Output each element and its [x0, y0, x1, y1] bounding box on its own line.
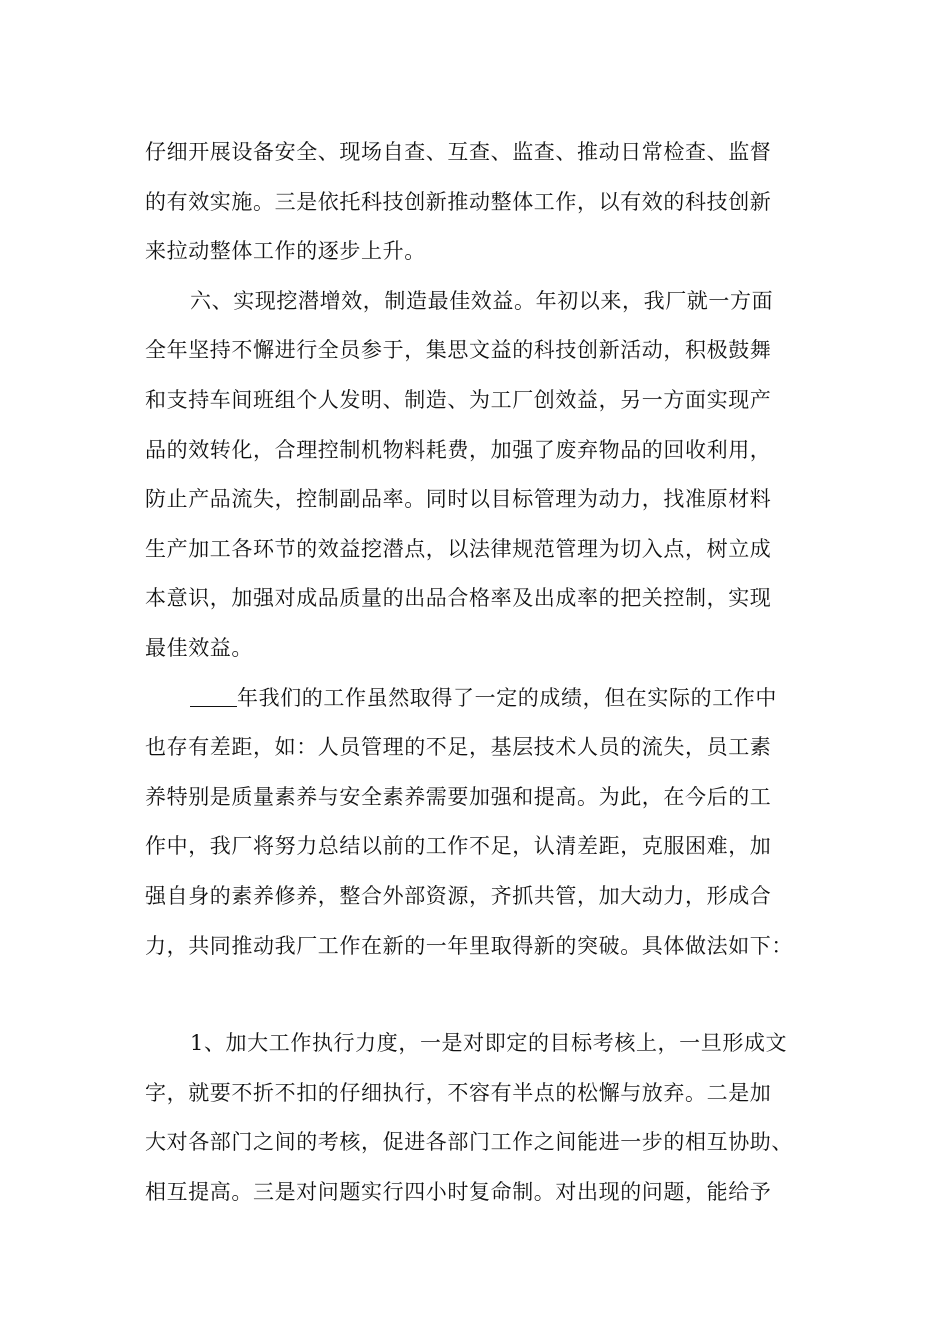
text-line: 和支持车间班组个人发明、制造、为工厂创效益，另一方面实现产: [145, 387, 772, 412]
text-line: 全年坚持不懈进行全员参于，集思文益的科技创新活动，积极鼓舞: [145, 338, 772, 363]
text-line: 作中，我厂将努力总结以前的工作不足，认清差距，克服困难，加: [145, 834, 772, 859]
text-line: 强自身的素养修养，整合外部资源，齐抓共管，加大动力，形成合: [145, 883, 772, 908]
text-line: 也存有差距，如：人员管理的不足，基层技术人员的流失，员工素: [145, 735, 772, 760]
text-line: 品的效转化，合理控制机物料耗费，加强了废弃物品的回收利用，: [145, 437, 772, 462]
paragraph-gap: [145, 971, 815, 1019]
text-line: 生产加工各环节的效益挖潜点，以法律规范管理为切入点，树立成: [145, 536, 772, 561]
text-line: 大对各部门之间的考核，促进各部门工作之间能进一步的相互协助、: [145, 1130, 793, 1155]
section-six-heading-line: 六、实现挖潜增效，制造最佳效益。年初以来，我厂就一方面: [190, 288, 774, 313]
blank-year-underline: [190, 686, 237, 707]
text-line: 本意识，加强对成品质量的出品合格率及出成率的把关控制，实现: [145, 586, 772, 611]
text-line: 养特别是质量素养与安全素养需要加强和提高。为此，在今后的工: [145, 784, 772, 809]
text-line: 来拉动整体工作的逐步上升。: [145, 239, 426, 264]
text-line: 的有效实施。三是依托科技创新推动整体工作，以有效的科技创新: [145, 189, 772, 214]
text-line: 最佳效益。: [145, 635, 253, 660]
text-line: 字，就要不折不扣的仔细执行，不容有半点的松懈与放弃。二是加: [145, 1080, 772, 1105]
item-one-first-line: 1、加大工作执行力度，一是对即定的目标考核上，一旦形成文: [190, 1031, 788, 1056]
summary-first-text: 年我们的工作虽然取得了一定的成绩，但在实际的工作中: [237, 685, 777, 710]
text-line: 防止产品流失，控制副品率。同时以目标管理为动力，找准原材料: [145, 487, 772, 512]
text-line: 仔细开展设备安全、现场自查、互查、监查、推动日常检查、监督: [145, 140, 772, 164]
text-line: 相互提高。三是对问题实行四小时复命制。对出现的问题，能给予: [145, 1179, 772, 1204]
summary-first-line: [145, 674, 815, 724]
document-body: [145, 128, 815, 1217]
text-line: 力，共同推动我厂工作在新的一年里取得新的突破。具体做法如下：: [145, 933, 793, 958]
